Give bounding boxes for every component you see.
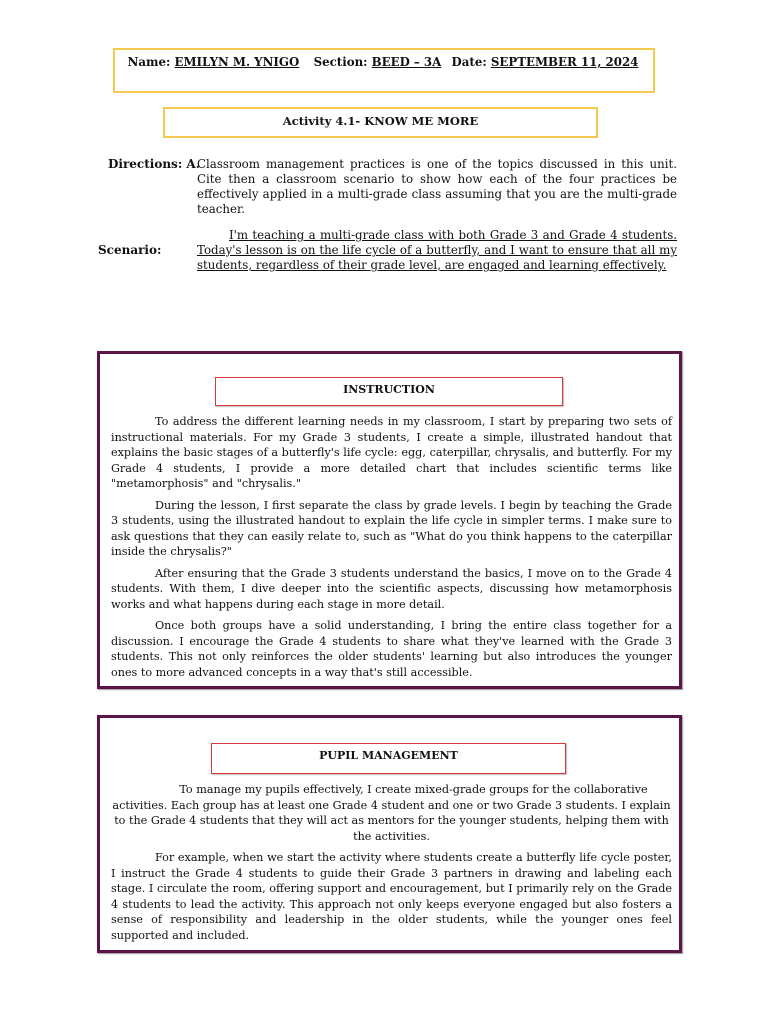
scenario-text: I'm teaching a multi-grade class with both Grade 3 and Grade 4 students. Today's lesson is on the life cycle of a butterfly, and I want to ensure that all my students, regardless of their grade level, are engaged and learning effectively. [197, 228, 677, 272]
instruction-title: INSTRUCTION [215, 377, 563, 406]
paragraph: During the lesson, I first separate the class by grade levels. I begin by teaching the Grade 3 students, using the illustrated handout to explain the life cycle in simpler terms. I make sure to ask questions that they can easily relate to, such as "What do you think happens to the caterpillar inside the chrysalis?" [111, 498, 672, 558]
paragraph: After ensuring that the Grade 3 students understand the basics, I move on to the Grade 4 students. With them, I dive deeper into the scientific aspects, discussing how metamorphosis works and what happens during each stage in more detail. [111, 566, 672, 611]
paragraph: For example, when we start the activity where students create a butterfly life cycle poster, I instruct the Grade 4 students to guide their Grade 3 partners in drawing and labeling each stage. I circulate the room, offering support and encouragement, but I primarily rely on the Grade 4 students to lead the activity. This approach not only keeps everyone engaged but also fosters a sense of responsibility and leadership in the older students, while the younger ones feel supported and included. [111, 851, 672, 942]
name-label: Name: [127, 55, 171, 69]
student-name: EMILYN M. YNIGO [174, 55, 300, 69]
directions-text: Classroom management practices is one of the topics discussed in this unit. Cite then a classroom scenario to show how each of the four practices be effectively applied in a multi-grade class assuming that you are the multi-grade teacher. [197, 157, 677, 216]
student-info-box [113, 48, 655, 93]
section-value: BEED – 3A [371, 55, 442, 69]
activity-title: Activity 4.1- KNOW ME MORE [163, 107, 598, 138]
instruction-section [97, 351, 682, 689]
paragraph: Once both groups have a solid understanding, I bring the entire class together for a discussion. I encourage the Grade 4 students to share what they've learned with the Grade 3 students. This not only reinforces the older students' learning but also introduces the younger ones to more advanced concepts in a way that's still accessible. [111, 619, 672, 679]
pupil-management-section [97, 715, 682, 953]
instruction-body [111, 414, 672, 686]
date-value: SEPTEMBER 11, 2024 [490, 55, 639, 69]
date-label: Date: [451, 55, 487, 69]
directions-label: Directions: A. [108, 157, 200, 171]
paragraph: To address the different learning needs in my classroom, I start by preparing two sets of instructional materials. For my Grade 3 students, I create a simple, illustrated handout that explains the basic stages of a butterfly's life cycle: egg, caterpillar, chrysalis, and butterfly. For my Grade 4 students, I provide a more detailed chart that includes scientific terms like "metamorphosis" and "chrysalis." [111, 415, 672, 490]
paragraph: To manage my pupils effectively, I create mixed-grade groups for the collaborative activities. Each group has at least one Grade 4 student and one or two Grade 3 students. I explain to the Grade 4 students that they will act as mentors for the younger students, helping them with the activities. [112, 783, 671, 843]
pupil-management-body [111, 782, 672, 949]
pupil-management-title: PUPIL MANAGEMENT [211, 743, 566, 774]
scenario-label: Scenario: [98, 243, 162, 257]
section-label: Section: [313, 55, 368, 69]
